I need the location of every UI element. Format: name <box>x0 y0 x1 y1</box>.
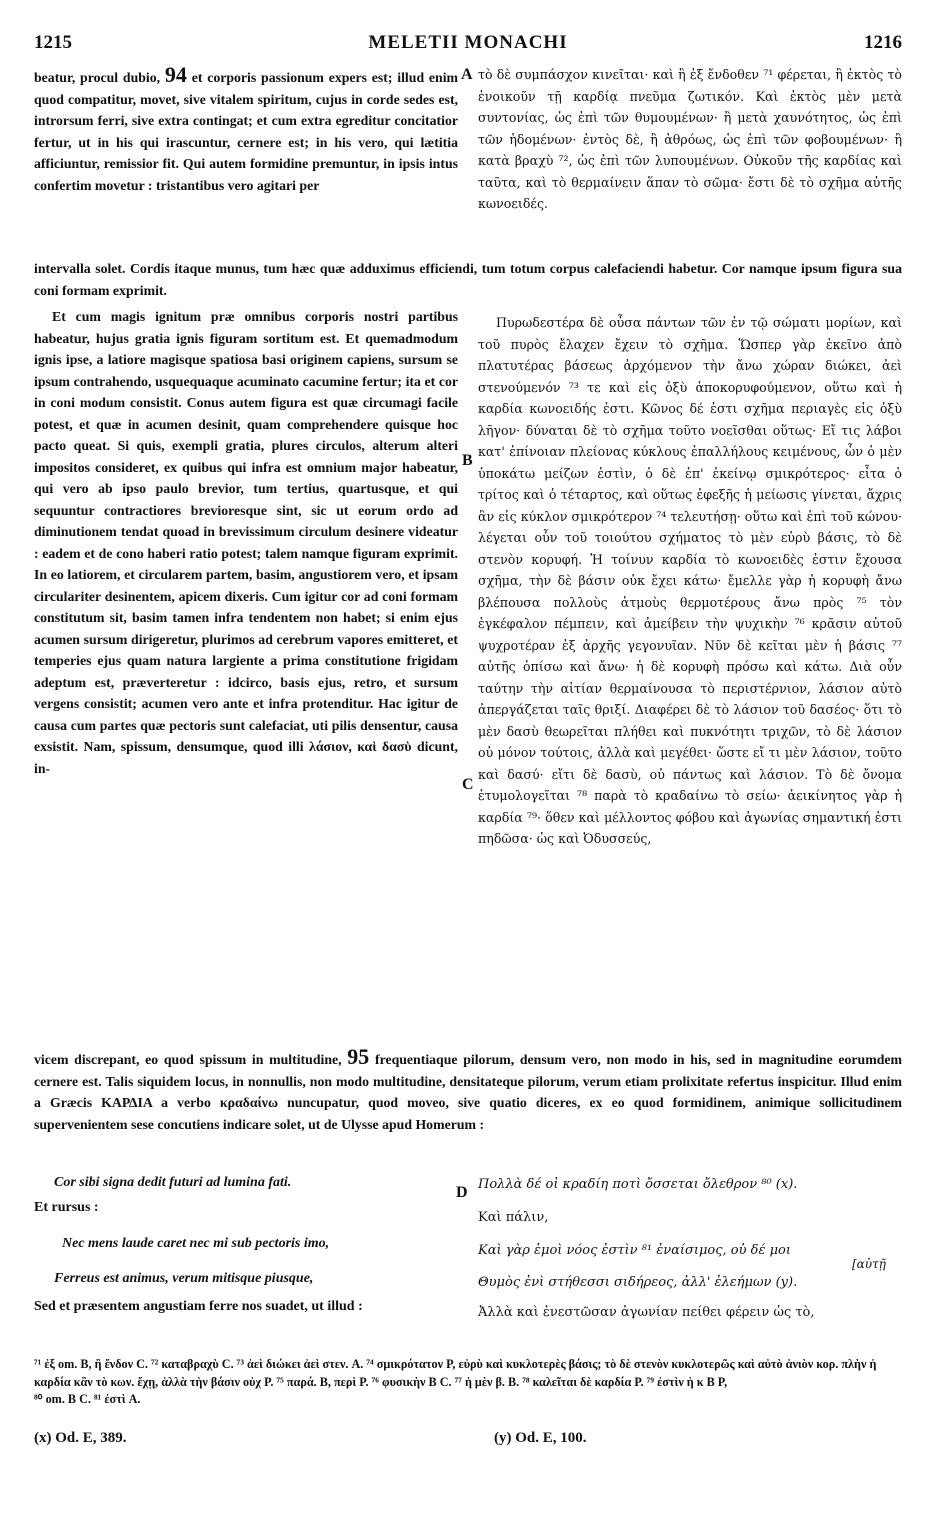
footnote-y: (y) Od. E, 100. <box>494 1430 587 1446</box>
greek-paragraph-2: Πυρωδεστέρα δὲ οὖσα πάντων τῶν ἐν τῷ σώματι μορίων, καὶ τοῦ πυρὸς ἔλαχεν ἔχειν τὸ σχῆμα. Ὥσπερ γὰρ ἐκεῖνο ἀπὸ πλατυτέρας βάσεως ἀρχόμενον τὴν ἄνω χώραν διώκει, ἀεὶ στενούμενόν ⁷³ τε καὶ εἰς ὀξὺ ἀποκορυφούμενον, οὕτω καὶ ἡ καρδία κωνοειδής ἐστι. Κῶνος δέ ἐστι σχῆμα περιαγὲς εἰς ὀξὺ λῆγον· δύναται δὲ τὸ σχῆμα τοῦτο νοεῖσθαι οὕτως· Εἴ τις λάβοι κατ' ἐπίνοιαν πλείονας κύκλους ἐπαλλήλους κειμένους, ὧν ὁ μὲν ὑποκάτω μείζων ἐστὶν, ὁ δὲ ἐπ' ἐκείνῳ σμικρότερος· εἶτα ὁ τρίτος καὶ ὁ τέταρτος, καὶ οὕτως ἐφεξῆς ἡ μείωσις γίνεται, ἄχρις ἂν εἰς κύκλον σμικρότερον ⁷⁴ τελευτήσῃ· οὕτω καὶ ἐπὶ τοῦ κώνου· λέγεται οὖν τοῦ τοιούτου σχήματος τὸ μὲν εὐρὺ βάσις, τὸ δὲ στενὸν κορυφή. Ἡ τοίνυν καρδία τὸ κωνοειδὲς ἐστιν ἔχουσα σχῆμα, τὴν δὲ βάσιν οὐκ ἔχει κάτω· ἔμελλε γὰρ ἡ κορυφὴ ἄνω βλέπουσα πολλοὺς ἀτμοὺς θερμοτέρους ἄνω πρὸς ⁷⁵ τὸν ἐγκέφαλον πέμπειν, καὶ ἀμείβειν τὴν ψυχικὴν ⁷⁶ κρᾶσιν αὐτοῦ ψυχροτέραν ἐξ ἀρχῆς γεγονυῖαν. Νῦν δὲ κεῖται μὲν ἡ βάσις ⁷⁷ αὐτῆς ὀπίσω καὶ ἄνω· ἡ δὲ κορυφὴ πρόσω καὶ κάτω. Διὰ οὖν ταύτην τὴν αἰτίαν θερμαίνουσα τὸ περιστέρνιον, λάσιον αὐτὸ ἀπεργάζεται ταῖς θριξί. Διαφέρει δὲ τὸ λάσιον τοῦ δασέος· ὅτι τὸ μὲν δασὺ θεωρεῖται πλήθει καὶ πυκνότητι τριχῶν, τὸ δὲ λάσιον οὐ μόνον τούτοις, ἀλλὰ καὶ μεγέθει· ὥστε εἴ τι μὲν λάσιον, τοῦτο καὶ δασύ· εἴτι δὲ δασὺ, οὐ πάντως καὶ λάσιον. Τὸ δὲ ὄνομα ἐτυμολογεῖται ⁷⁸ παρὰ τὸ κραδαίνω τὸ σείω· ἀεικίνητος γὰρ ἡ καρδία ⁷⁹· ὅθεν καὶ μέλλοντος φόβου καὶ ἀγωνίας σημαντική ἐστι πηδῶσα· ὡς καὶ Ὀδυσσεύς, <box>478 315 902 846</box>
margin-mark-a: A <box>461 66 473 83</box>
latin-column-upper <box>34 64 458 196</box>
column-number-95: 95 <box>347 1044 370 1069</box>
latin-quote-3: Nec mens laude caret nec mi sub pectoris imo, <box>62 1236 330 1251</box>
apparatus-line-2: ⁸⁰ om. B C. ⁸¹ ἐστὶ A. <box>34 1392 141 1406</box>
left-page-number: 1215 <box>34 32 72 53</box>
latin-full-text-rest: frequentiaque pilorum, densum vero, non modo in his, sed in magnitudine eorumdem cernere est. Talis siquidem locus, in nonnullis, non modo multitudine, densitateque pilorum, verum etiam prolixitate refertus inspicitur. Illud enim a Græcis ΚΑΡΔΙΑ a verbo κραδαίνω nuncupatur, quod moveo, sive quatio diceres, ex eo quod formidinem, animique sollicitudinem supervenientem sese concutiens indicare solet, ut de Ulysse apud Homerum : <box>34 1052 903 1132</box>
latin-quote-2: Et rursus : <box>34 1200 99 1215</box>
critical-apparatus <box>34 1356 902 1409</box>
latin-quote-4: Ferreus est animus, verum mitisque piusque, <box>54 1271 314 1286</box>
greek-quote-2: Καὶ πάλιν, <box>478 1210 549 1225</box>
apparatus-line-1: ⁷¹ ἐξ om. B, ἢ ἔνδον C. ⁷² καταβραχὺ C. ⁷³ ἀεὶ διώκει ἀεὶ στεν. A. ⁷⁴ σμικρότατον P, εὐρὺ καὶ κυκλοτερὲς βάσις; τὸ δὲ στενὸν κυκλοτερῶς καὶ αὐτὸ ἀνιὸν κορ. πλὴν ἡ καρδία κἂν τὸ κων. ἔχῃ, ἀλλὰ τὴν βάσιν οὐχ P. ⁷⁵ παρά. B, περὶ P. ⁷⁶ φυσικὴν B C. ⁷⁷ ἡ μὲν β. B. ⁷⁸ καλεῖται δὲ καρδία P. ⁷⁹ ἐστὶν ἡ κ B P, <box>34 1357 877 1389</box>
latin-text-start: beatur, procul dubio, <box>34 70 161 85</box>
greek-quote-1: Πολλὰ δέ οἱ κραδίη ποτὶ ὄσσεται ὄλεθρον ⁸⁰ (x). <box>478 1177 798 1192</box>
margin-mark-d: D <box>456 1184 468 1201</box>
running-title: MELETII MONACHI <box>368 32 568 53</box>
greek-paragraph-1: τὸ δὲ συμπάσχον κινεῖται· καὶ ἢ ἐξ ἔνδοθεν ⁷¹ φέρεται, ἢ ἐκτὸς τὸ ἐνοικοῦν τῇ καρδίᾳ πνεῦμα ζωτικόν. Καὶ ἐκτὸς μὲν μετὰ συντονίας, ὡς ἐπὶ τῶν θυμουμένων· ἢ μετὰ χαυνότητος, ὡς ἐπὶ τῶν ἡδομένων· ἐντὸς δὲ, ἢ ἀθρόως, ὡς ἐπὶ τῶν φοβουμένων· ἢ κατὰ βραχὺ ⁷², ὡς ἐπὶ τῶν λυπουμένων. Οὐκοῦν τῆς καρδίας καὶ ταῦτα, καὶ τὸ θερμαίνειν ἅπαν τὸ σῶμα· ἔστι δὲ τὸ σχῆμα αὐτῆς κωνοειδές. <box>478 67 902 211</box>
greek-quote-4: Θυμὸς ἐνὶ στήθεσσι σιδήρεος, ἀλλ' ἐλεήμων (y). <box>478 1275 798 1290</box>
margin-mark-b: B <box>462 452 473 469</box>
latin-full-width-text <box>34 1046 902 1135</box>
latin-paragraph-1 <box>34 64 458 196</box>
latin-paragraph-2: Et cum magis ignitum præ omnibus corporis nostri partibus habeatur, hujus gratia ignis figuram sortitum est. Et quemadmodum ignis ipse, a latiore magisque spatiosa basi originem capiens, sursum se ipsum contrahendo, usquequaque acuminato cacumine fertur; ita et cor in coni modum consistit. Conus autem figura est quæ circumagi facile potest, et quæ in acumen desinit, quam comprehendere quisque hoc pacto queat. Si quis, exempli gratia, plures circulos, alterum alteri impositos consideret, ex quibus qui infra est omnium major habeatur, qui vero ab ipso paulo brevior, tum tertius, quartusque, et qui sequuntur contractiores brevioresque sint, sic ut eorum ordo ad diminutionem tendat quoad in brevissimum circulum desinere videatur : eadem et de cono haberi ratio potest; talem namque figuram exprimit. In eo latiorem, et circularem partem, basim, angustiorem vero, et ipsam circulariter desinentem, apicem dixeris. Cum igitur cor ad coni formam constitutum sit, basim tamen infra tendentem non habet; si enim ejus acumen sursum dirigeretur, plurimos ad cerebrum vapores emitteret, et temperies ejus quam natura largiente a prima constitutione frigidam adeptum est, præverteretur : idcirco, basis ejus, retro, et sursum vergens consistit; acumen vero ante et infra protenditur. Hac igitur de causa cum partes quæ pectoris sunt calefaciat, uti pilis densentur, causa exsistit. Nam, spissum, densumque, quod illi λάσιον, καὶ δασὺ dicunt, in- <box>34 309 458 776</box>
latin-full-text-start: vicem discrepant, eo quod spissum in multitudine, <box>34 1052 342 1067</box>
page-header <box>34 32 902 58</box>
latin-quote-1: Cor sibi signa dedit futuri ad lumina fati. <box>54 1175 292 1190</box>
latin-bridge-text: intervalla solet. Cordis itaque munus, tum hæc quæ adduximus efficiendi, tum totum corpus calefaciendi habetur. Cor namque ipsum figura sua coni formam exprimit. <box>34 261 902 298</box>
greek-quote-3: Καὶ γὰρ ἐμοὶ νόος ἐστὶν ⁸¹ ἐναίσιμος, οὐ δέ μοι <box>478 1243 791 1258</box>
footnote-x: (x) Od. E, 389. <box>34 1430 127 1446</box>
right-page-number: 1216 <box>864 32 902 53</box>
latin-quote-5: Sed et præsentem angustiam ferre nos suadet, ut illud : <box>34 1299 363 1314</box>
column-number-94: 94 <box>164 62 187 87</box>
greek-column-upper <box>478 64 902 215</box>
greek-quote-3-continuation: [αὐτῇ <box>852 1257 886 1271</box>
latin-text-continued: et corporis passionum expers est; illud enim quod compatitur, movet, sive vitalem spiritum, cujus in corde sedes est, introrsum ferri, sive extra contingat; et cum extra egreditur concitatior fertur, ut in his qui irascuntur, cernere est; in his vero, qui lætitia afficiuntur, remissior fit. Qui autem formidine premuntur, in ipsis intus confertim movetur : tristantibus vero agitari per <box>34 70 459 193</box>
margin-mark-c: C <box>462 776 474 793</box>
latin-column-middle <box>34 306 458 779</box>
greek-column-middle <box>478 312 902 850</box>
greek-quote-5: Ἀλλὰ καὶ ἐνεστῶσαν ἀγωνίαν πείθει φέρειν ὡς τὸ, <box>478 1305 815 1320</box>
